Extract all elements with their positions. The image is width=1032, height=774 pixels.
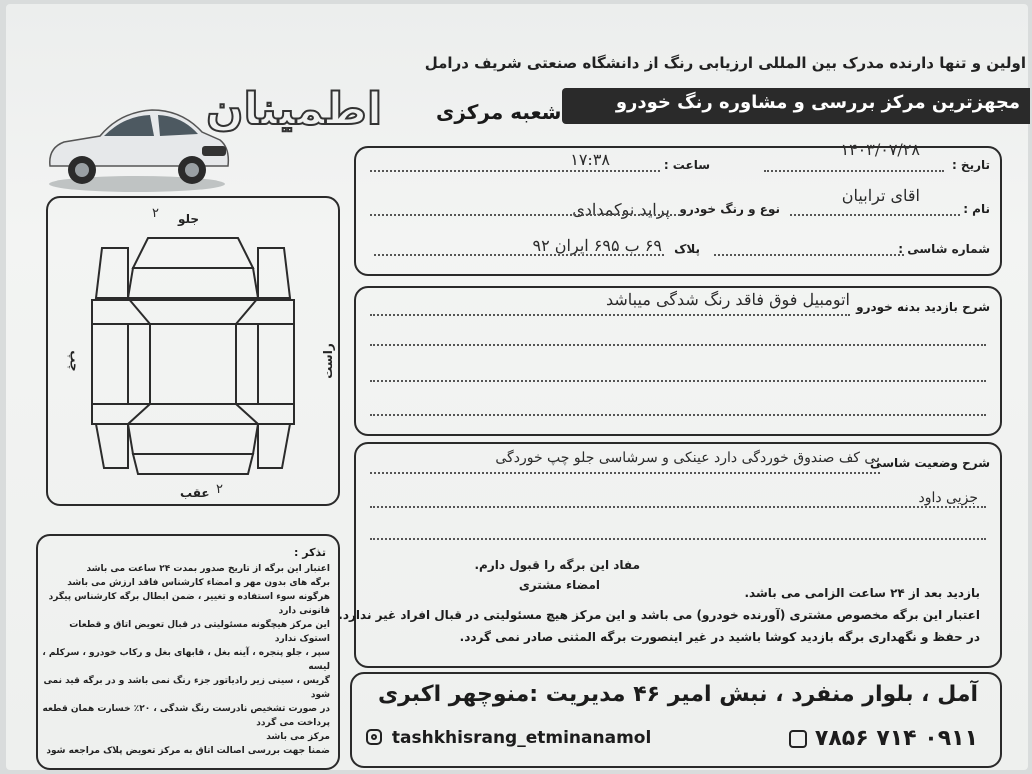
name-value: اقای ترابیان: [841, 186, 920, 205]
chassis-number-label: شماره شاسی :: [898, 242, 990, 256]
time-label: ساعت :: [663, 158, 710, 172]
brand-logo-text: اطمینان: [206, 84, 383, 135]
notes-title: تذکر :: [294, 546, 326, 559]
diagram-front-mark: ۲: [152, 206, 159, 221]
inspection-form-paper: [6, 4, 1028, 770]
date-dots: [764, 170, 944, 172]
body-dots-4: [370, 414, 986, 416]
note-item: مرکز می باشد: [266, 732, 330, 742]
chassis-dots-2: [370, 506, 986, 508]
note-item: هرگونه سوء استفاده و تغییر ، ضمن ابطال برگه کارشناس پیگرد قانونی دارد: [48, 592, 330, 616]
phone-number-text: ۰۹۱۱ ۷۱۴ ۷۸۵۶: [814, 726, 978, 751]
body-report-label: شرح بازدید بدنه خودرو: [856, 300, 990, 314]
name-label: نام :: [963, 202, 990, 216]
chassis-report-label: شرح وضعیت شاسی: [870, 456, 990, 470]
body-dots-3: [370, 380, 986, 382]
body-report-value: اتومبیل فوق فاقد رنگ شدگی میباشد: [606, 290, 850, 309]
diagram-rear-label: عقب: [180, 486, 210, 500]
plate-label: پلاک: [674, 242, 700, 256]
car-value: پراید نوکمدادی: [572, 200, 670, 219]
name-dots: [790, 214, 960, 216]
diagram-rear-mark: ۲: [216, 482, 223, 497]
note-item: برگه های بدون مهر و امضاء کارشناس فاقد ارزش می باشد: [67, 578, 330, 588]
phone-icon: [789, 730, 807, 748]
plate-value: ۶۹ ب ۶۹۵ ایران ۹۲: [532, 236, 662, 255]
instagram-handle: [366, 728, 651, 748]
instagram-handle-text: tashkhisrang_etminanamol: [391, 728, 652, 748]
car-dots: [370, 214, 680, 216]
car-photo: [42, 96, 232, 196]
diagram-front-label: جلو: [178, 212, 200, 226]
footer-note-3: در حفظ و نگهداری برگه بازدید کوشا باشید در غیر اینصورت برگه المثنی صادر نمی گردد.: [459, 630, 980, 644]
chassis-dots-1: [370, 472, 880, 474]
chassis-dots-3: [370, 538, 986, 540]
chassis-inspection-box: [338, 442, 1002, 668]
consent-text: مفاد این برگه را قبول دارم.: [474, 558, 640, 572]
date-value: ۱۴۰۳/۰۷/۲۸: [840, 140, 920, 159]
time-dots: [370, 170, 660, 172]
instagram-icon: [366, 729, 382, 745]
date-label: تاریخ :: [951, 158, 990, 172]
branch-label: شعبه مرکزی: [436, 100, 562, 124]
diagram-left-label: چپ: [67, 350, 82, 372]
time-value: ۱۷:۳۸: [570, 150, 610, 169]
note-item: اعتبار این برگه از تاریخ صدور بمدت ۲۴ ساعت می باشد: [86, 564, 330, 574]
note-item: در صورت تشخیص نادرست رنگ شدگی ، ۲۰٪ خسارت همان قطعه پرداخت می گردد: [42, 704, 330, 728]
customer-info-box: [354, 140, 1002, 276]
chassis-report-line1: بی کف صندوق خوردگی دارد عینکی و سرشاسی جلو چپ خوردگی: [495, 450, 880, 466]
body-dots-2: [370, 344, 986, 346]
car-diagram-box: [46, 196, 340, 506]
contact-box: [350, 672, 1002, 768]
footer-note-2: اعتبار این برگه مخصوص مشتری (آورنده خودرو) می باشد و این مرکز هیچ مسئولیتی در قبال افراد غیر ندارد.: [338, 608, 980, 622]
notes-box: [36, 534, 340, 770]
body-inspection-box: [354, 286, 1002, 436]
plate-dots: [374, 254, 664, 256]
diagram-right-label: راست: [320, 343, 335, 379]
phone-number: [783, 726, 978, 751]
chassis-number-dots: [714, 254, 904, 256]
note-item: این مرکز هیچگونه مسئولیتی در قبال تعویض اتاق و قطعات استوک ندارد: [69, 620, 330, 644]
notes-list: [40, 562, 330, 758]
header-banner: مجهزترین مرکز بررسی و مشاوره رنگ خودرو: [562, 88, 1030, 124]
car-label: نوع و رنگ خودرو: [679, 202, 780, 216]
chassis-report-line2: جزیی داود: [918, 490, 978, 506]
customer-signature-label: امضاء مشتری: [518, 578, 600, 592]
address-text: آمل ، بلوار منفرد ، نبش امیر ۴۶ مدیریت :منوچهر اکبری: [377, 682, 978, 707]
header-top-line: اولین و تنها دارنده مدرک بین المللی ارزیابی رنگ از دانشگاه صنعتی شریف درامل: [424, 54, 1026, 72]
note-item: ضمنا جهت بررسی اصالت اتاق به مرکز تعویض پلاک مراجعه شود: [46, 746, 330, 756]
note-item: سپر ، جلو پنجره ، آینه بغل ، قابهای بغل و رکاب خودرو ، سرکلم ، لیسه: [42, 648, 330, 672]
car-outline-diagram: [88, 228, 298, 488]
footer-note-1: بازدید بعد از ۲۴ ساعت الزامی می باشد.: [744, 586, 980, 600]
note-item: گریس ، سینی زیر رادیاتور جزء رنگ نمی باشد و در برگه قید نمی شود: [43, 676, 330, 700]
body-dots-1: [370, 314, 850, 316]
